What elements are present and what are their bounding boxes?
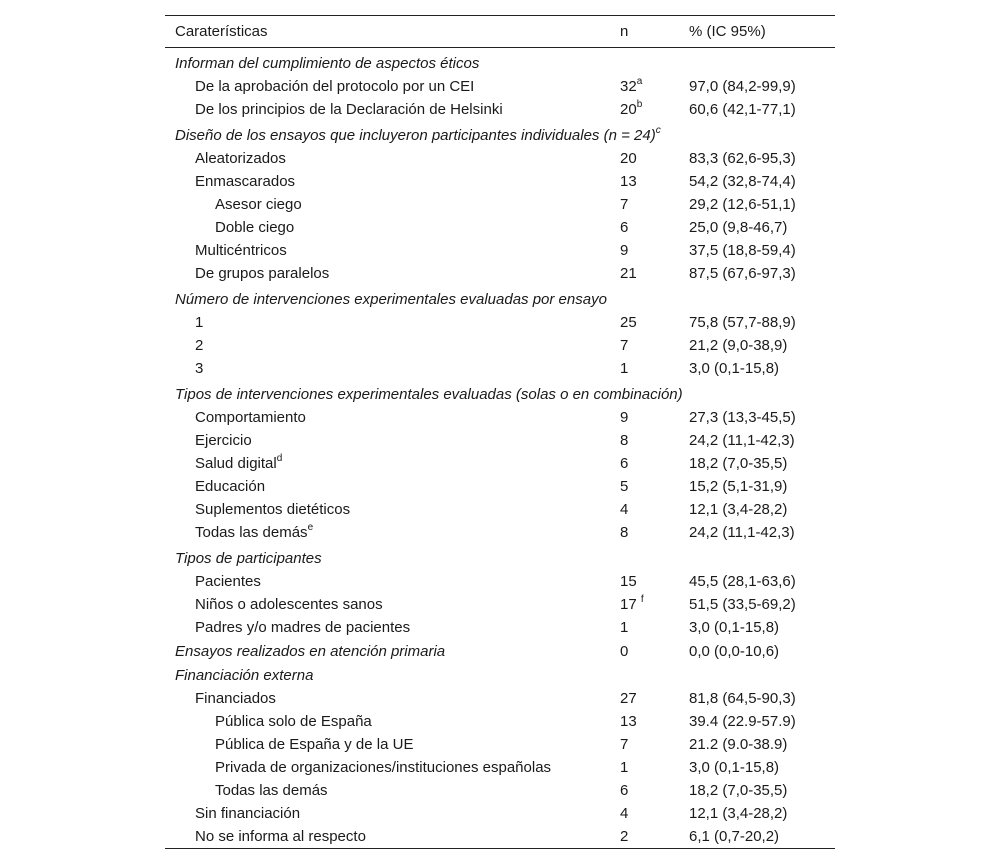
row-percent: 15,2 (5,1-31,9) [689, 478, 788, 495]
row-percent: 83,3 (62,6-95,3) [689, 150, 796, 167]
row-n: 1 [620, 619, 629, 636]
row-percent: 3,0 (0,1-15,8) [689, 619, 780, 636]
table-row [165, 687, 835, 710]
table-row [165, 239, 835, 262]
row-percent: 25,0 (9,8-46,7) [689, 219, 788, 236]
footnote-marker: b [636, 99, 643, 110]
row-n: 20$^b$ [620, 99, 643, 118]
row-percent: 51,5 (33,5-69,2) [689, 596, 796, 613]
table-row [165, 779, 835, 802]
row-label: Salud digital$^d$ [195, 453, 283, 472]
table-row [165, 170, 835, 193]
row-n: 8 [620, 524, 629, 541]
footnote-marker: f [640, 594, 644, 605]
row-percent: 18,2 (7,0-35,5) [689, 455, 788, 472]
section-title-funding: Financiación externa [175, 666, 314, 684]
row-label: Doble ciego [215, 219, 295, 236]
table-row [165, 75, 835, 98]
row-n: 9 [620, 242, 629, 259]
table-row [165, 475, 835, 498]
row-n: 13 [620, 713, 637, 730]
row-n: 7 [620, 736, 629, 753]
row-percent: 21.2 (9.0-38.9) [689, 736, 788, 753]
row-percent: 3,0 (0,1-15,8) [689, 360, 780, 377]
row-label: Privada de organizaciones/instituciones españolas [215, 759, 552, 776]
table-row [165, 710, 835, 733]
section-row-design [165, 121, 835, 147]
header-percent: % (IC 95%) [689, 23, 766, 40]
section-title-interventions-count: Número de intervenciones experimentales evaluadas por ensayo [175, 290, 607, 308]
section-row-interventions-count [165, 285, 835, 311]
table-row [165, 570, 835, 593]
row-label: Aleatorizados [195, 150, 286, 167]
row-label: Pacientes [195, 573, 261, 590]
table-row [165, 262, 835, 285]
row-n: 20 [620, 150, 637, 167]
table-row [165, 756, 835, 779]
row-percent: 12,1 (3,4-28,2) [689, 805, 788, 822]
row-label: No se informa al respecto [195, 827, 366, 845]
row-percent: 24,2 (11,1-42,3) [689, 432, 795, 449]
section-row-ethics [165, 48, 835, 76]
row-percent: 54,2 (32,8-74,4) [689, 173, 796, 190]
table-row [165, 452, 835, 475]
row-n: 6 [620, 455, 629, 472]
row-label: Todas las demás [215, 782, 328, 799]
row-percent: 45,5 (28,1-63,6) [689, 573, 796, 590]
row-n: 25 [620, 314, 637, 331]
table-row [165, 216, 835, 239]
table-row [165, 311, 835, 334]
row-percent: 27,3 (13,3-45,5) [689, 409, 796, 426]
row-label: Educación [195, 478, 266, 495]
section-title-participants: Tipos de participantes [175, 549, 322, 567]
row-percent: 18,2 (7,0-35,5) [689, 782, 788, 799]
section-title-intervention-types: Tipos de intervenciones experimentales evaluadas (solas o en combinación) [175, 385, 683, 403]
row-n: 7 [620, 196, 629, 213]
row-percent: 0,0 (0,0-10,6) [689, 642, 780, 660]
table-row [165, 193, 835, 216]
table-header [165, 16, 835, 48]
row-label: De los principios de la Declaración de Helsinki [195, 101, 503, 118]
row-label: Enmascarados [195, 173, 296, 190]
footnote-marker: c [655, 124, 661, 136]
row-percent: 21,2 (9,0-38,9) [689, 337, 788, 354]
header-characteristic: Caraterísticas [175, 23, 268, 40]
row-label: De la aprobación del protocolo por un CEI [195, 78, 475, 95]
row-percent: 24,2 (11,1-42,3) [689, 524, 795, 541]
header-row [165, 16, 835, 48]
row-percent: 3,0 (0,1-15,8) [689, 759, 780, 776]
table-body [165, 48, 835, 849]
section-row-participants [165, 544, 835, 570]
row-label: 1 [195, 314, 204, 331]
section-row-primary-care [165, 639, 835, 663]
row-percent: 12,1 (3,4-28,2) [689, 501, 788, 518]
row-n: 5 [620, 478, 629, 495]
row-label: Comportamiento [195, 409, 306, 426]
row-percent: 39.4 (22.9-57.9) [689, 713, 796, 730]
row-label: Pública solo de España [215, 713, 372, 730]
row-n: 1 [620, 360, 629, 377]
row-label: Multicéntricos [195, 242, 287, 259]
table-row [165, 98, 835, 121]
row-percent: 29,2 (12,6-51,1) [689, 196, 796, 213]
row-n: 6 [620, 219, 629, 236]
row-n: 0 [620, 642, 629, 660]
table-row [165, 429, 835, 452]
row-percent: 37,5 (18,8-59,4) [689, 242, 796, 259]
table-row [165, 357, 835, 380]
characteristics-table [165, 15, 835, 849]
row-label: Ejercicio [195, 432, 252, 449]
row-percent: 60,6 (42,1-77,1) [689, 101, 796, 118]
table-row [165, 733, 835, 756]
row-n: 32$^a$ [620, 76, 643, 95]
section-title-design: Diseño de los ensayos que incluyeron participantes individuales (n = 24)$^c$ [175, 124, 661, 144]
characteristics-table-container [165, 15, 835, 849]
row-percent: 6,1 (0,7-20,2) [689, 827, 780, 845]
row-n: 4 [620, 805, 629, 822]
table-row [165, 334, 835, 357]
row-percent: 75,8 (57,7-88,9) [689, 314, 796, 331]
section-row-funding [165, 663, 835, 687]
row-n: 27 [620, 690, 637, 707]
row-label: Asesor ciego [215, 196, 302, 213]
section-row-intervention-types [165, 380, 835, 406]
row-n: 7 [620, 337, 629, 354]
row-n: 13 [620, 173, 637, 190]
row-n: 9 [620, 409, 629, 426]
row-n: 17 $^f$ [620, 594, 644, 613]
row-label: De grupos paralelos [195, 265, 330, 282]
row-percent: 87,5 (67,6-97,3) [689, 265, 796, 282]
table-row [165, 825, 835, 848]
footnote-marker: e [307, 522, 314, 533]
header-n: n [620, 23, 629, 40]
row-label: Niños o adolescentes sanos [195, 596, 383, 613]
row-label: Todas las demás$^e$ [195, 522, 314, 541]
row-label: Financiados [195, 690, 276, 707]
table-row [165, 521, 835, 544]
row-label: Pública de España y de la UE [215, 736, 414, 753]
row-percent: 97,0 (84,2-99,9) [689, 78, 796, 95]
row-n: 4 [620, 501, 629, 518]
section-title-primary-care: Ensayos realizados en atención primaria [175, 642, 446, 660]
row-label: Suplementos dietéticos [195, 501, 351, 518]
row-n: 8 [620, 432, 629, 449]
table-row [165, 616, 835, 639]
row-n: 6 [620, 782, 629, 799]
row-n: 21 [620, 265, 637, 282]
row-label: Padres y/o madres de pacientes [195, 619, 411, 636]
table-row [165, 406, 835, 429]
row-percent: 81,8 (64,5-90,3) [689, 690, 796, 707]
footnote-marker: a [636, 76, 643, 87]
row-n: 2 [620, 827, 629, 845]
row-n: 1 [620, 759, 629, 776]
row-label: 2 [195, 337, 204, 354]
row-label: 3 [195, 360, 204, 377]
row-label: Sin financiación [195, 805, 301, 822]
table-row [165, 802, 835, 825]
table-row [165, 498, 835, 521]
footnote-marker: d [276, 453, 283, 464]
table-row [165, 147, 835, 170]
table-row [165, 593, 835, 616]
row-n: 15 [620, 573, 637, 590]
section-title-ethics: Informan del cumplimiento de aspectos éticos [175, 54, 480, 72]
